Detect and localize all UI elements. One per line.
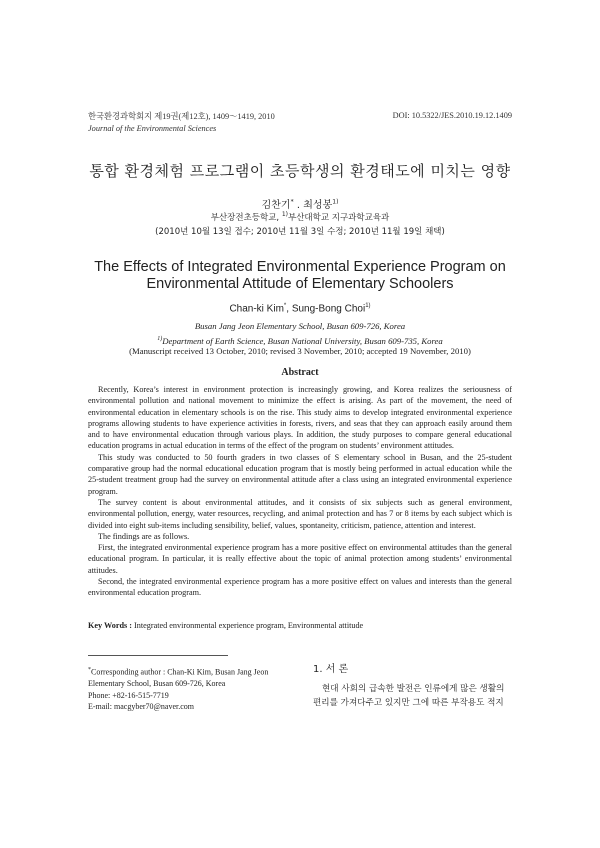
abstract-body <box>88 384 512 599</box>
dates-english: (Manuscript received 13 October, 2010; revised 3 November, 2010; accepted 19 November, 2010) <box>129 346 471 356</box>
introduction-line-2: 편리를 가져다주고 있지만 그에 따른 부작용도 적지 <box>313 698 504 708</box>
doi[interactable]: DOI: 10.5322/JES.2010.19.12.1409 <box>392 111 512 120</box>
footnote-phone: Phone: +82-16-515-7719 <box>88 690 169 700</box>
abstract-paragraph: Second, the integrated environmental experience program has a more positive effect on values and interests than the general environmental education program. <box>88 577 512 598</box>
abstract-paragraph: The findings are as follows. <box>98 531 190 541</box>
footnote-line-1-wrap <box>88 665 296 678</box>
affiliation-english-line-1: Busan Jang Jeon Elementary School, Busan 609-726, Korea <box>194 321 406 331</box>
abstract-paragraph: The survey content is about environmental attitudes, and it consists of six subjects such as general environment, environmental pollution, energy, water resources, recycling, and animal protection and has 7 or 8 items by each subject which is divided into eight sub-items including sensibility, belief, values, spontaneity, criticism, patience, attention and interest. <box>88 497 512 530</box>
keywords-label: Key Words : <box>88 621 135 630</box>
authors-korean <box>60 196 540 211</box>
abstract-heading: Abstract <box>281 367 319 378</box>
affiliation-english-line-2: Department of Earth Science, Busan National University, Busan 609-735, Korea <box>162 335 443 346</box>
introduction-line-1: 현대 사회의 급속한 발전은 인류에게 많은 생활의 <box>322 684 505 694</box>
section-heading-introduction: 1. 서 론 <box>313 664 349 675</box>
authors-english: Chan-ki Kim*, Sung-Bong Choi$^{1)}$ <box>229 303 371 315</box>
author-1-english-mark: * <box>283 303 287 309</box>
journal-header <box>88 111 275 135</box>
affiliation-2-korean: 부산대학교 지구과학교육과 <box>288 213 390 223</box>
corresponding-author-footnote <box>88 665 296 713</box>
author-2-mark: 1) <box>332 198 339 206</box>
footnote-line-1: Corresponding author : Chan-Ki Kim, Busan Jang Jeon <box>91 667 269 677</box>
affiliation-korean <box>60 211 540 223</box>
dates-korean: (2010년 10월 13일 접수; 2010년 11월 3일 수정; 2010년 11월 19일 채택) <box>155 227 445 237</box>
abstract-paragraph: Recently, Korea’s interest in environment protection is increasingly growing, and Korea realizes the seriousness of environmental pollution and national movement to minimize the effect is arising. As part of the movement, the need of environmental education in elementary schools is on the rise. This study aims to develop integrated environmental experience programs allowing students to have experience activities in forests, rivers, and seas that they can approach easily around them and to have environmental education through various plays. In addition, the study purposes to compare general educational education programs in actual education in terms of the effect of the program on students’ environment attitudes. <box>88 385 512 451</box>
author-2-english: Sung-Bong Choi <box>291 303 366 315</box>
author-2-english-mark: 1) <box>365 303 371 309</box>
journal-english-name: Journal of the Environmental Sciences <box>88 124 217 133</box>
keywords <box>88 621 512 630</box>
title-english <box>60 259 540 293</box>
abstract-paragraph: This study was conducted to 50 fourth graders in two classes of S elementary school in Busan, and the 25-student comparative group had the normal educational education program that is mostly being performed in actual education while the 25-student treatment group had the survey on environmental attitude after a class using an integrated environmental experience program. <box>88 452 512 496</box>
journal-korean-citation: 한국환경과학회지 제19권(제12호), 1409～1419, 2010 <box>88 112 275 121</box>
title-english-line-1: The Effects of Integrated Environmental Experience Program on <box>94 259 506 275</box>
footnote-line-2: Elementary School, Busan 609-726, Korea <box>88 679 226 689</box>
affiliation-1-korean: 부산장전초등학교, <box>210 213 282 223</box>
footnote-mark: * <box>88 667 91 673</box>
author-separator: ․ <box>293 200 304 211</box>
affiliation-english <box>60 320 540 348</box>
footnote-divider <box>88 655 228 656</box>
affiliation-english-mark: 1) <box>157 336 163 342</box>
author-1-english: Chan-ki Kim <box>229 303 284 315</box>
keywords-text: Integrated environmental experience program, Environmental attitude <box>134 621 364 630</box>
abstract-paragraph: First, the integrated environmental experience program has a more positive effect on environmental attitudes than the general educational program. In particular, it is really effective about the topic of animal protection among students’ environmental attitudes. <box>88 543 512 575</box>
title-english-line-2: Environmental Attitude of Elementary Schoolers <box>146 276 454 292</box>
author-1-mark: * <box>290 198 294 206</box>
author-1-korean: 김찬기 <box>261 200 291 211</box>
introduction-body <box>313 682 513 710</box>
author-2-korean: 최성봉 <box>303 200 333 211</box>
footnote-email[interactable]: E-mail: macgyber70@naver.com <box>88 702 194 712</box>
title-korean: 통합 환경체험 프로그램이 초등학생의 환경태도에 미치는 영향 <box>89 162 511 180</box>
affiliation-2-mark: 1) <box>281 211 288 219</box>
